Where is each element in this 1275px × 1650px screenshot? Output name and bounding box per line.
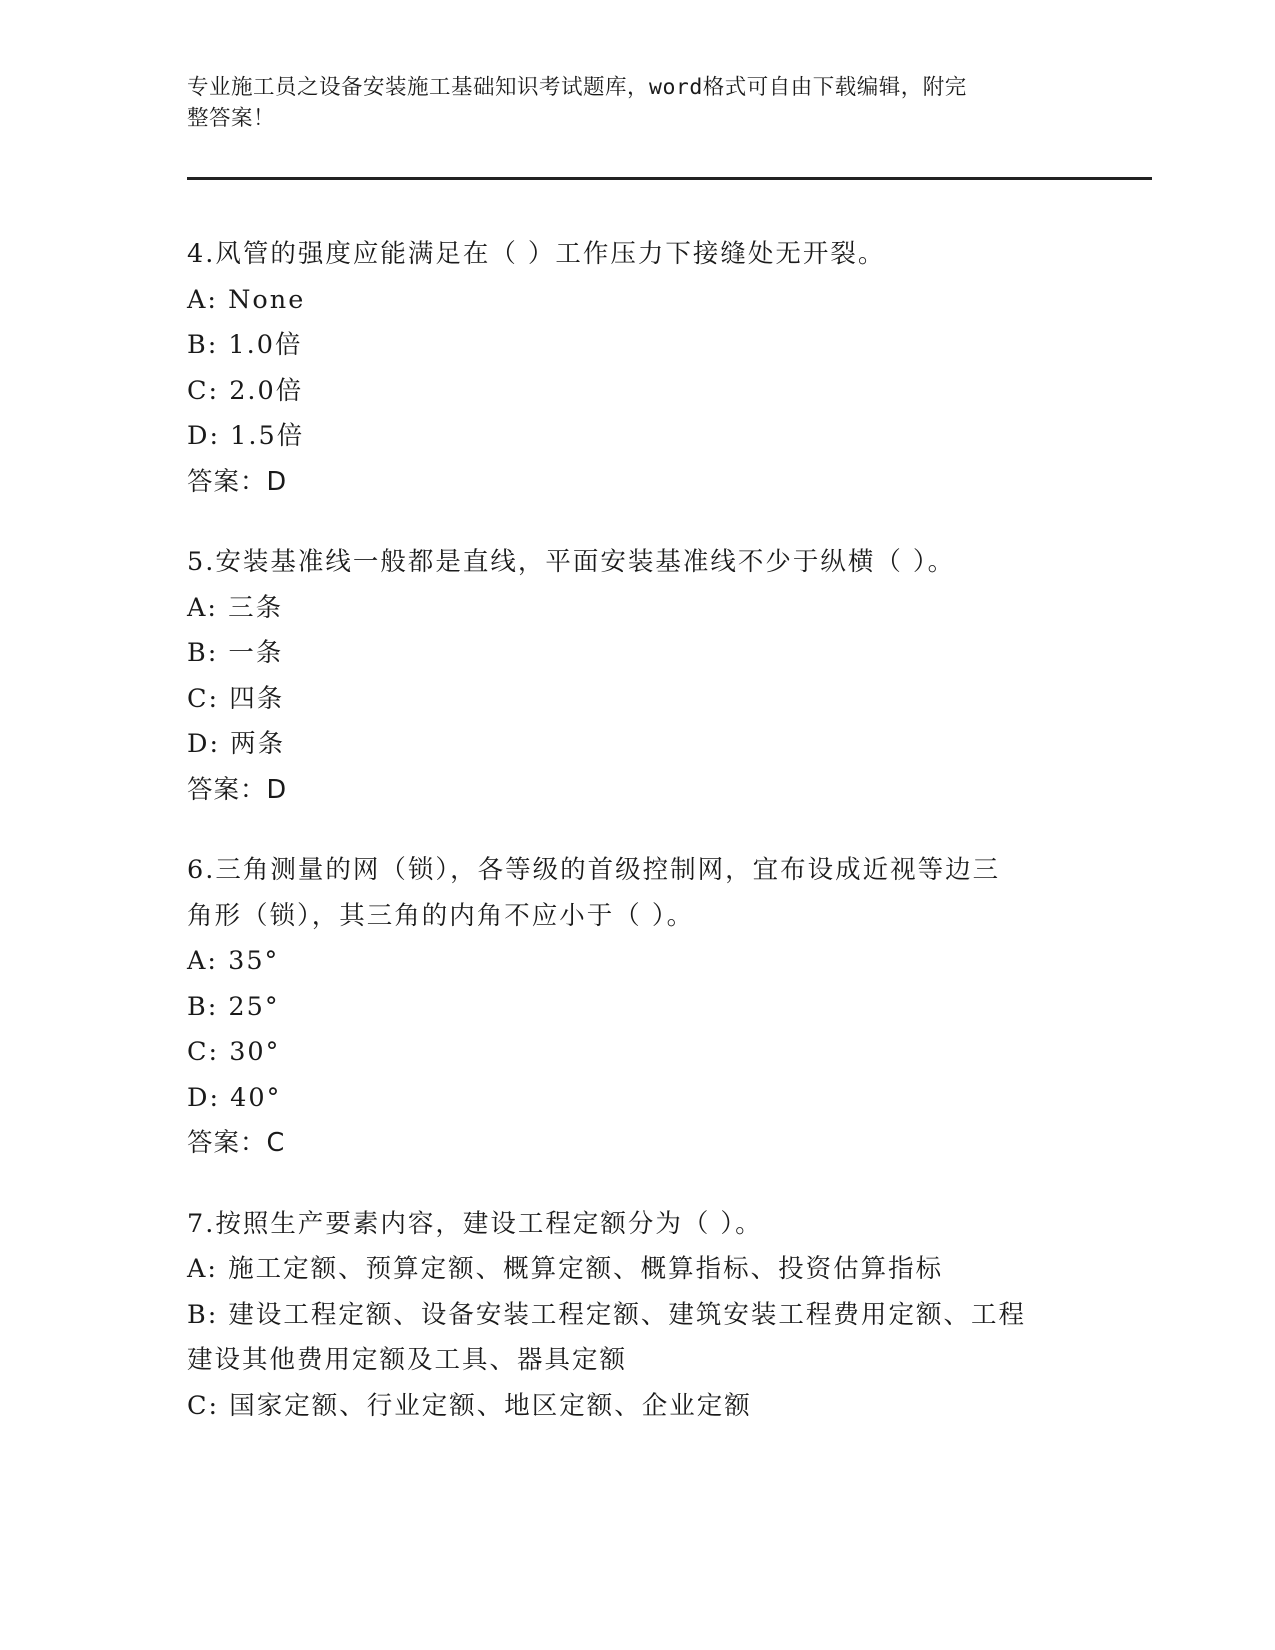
- answer-option: A: None: [187, 284, 306, 315]
- answer-option: D: 两条: [187, 729, 286, 759]
- answer-key: 答案：D: [187, 466, 288, 497]
- answer-key: 答案：D: [187, 774, 288, 805]
- answer-option: 建设其他费用定额及工具、器具定额: [187, 1345, 628, 1375]
- answer-option: B: 1.0倍: [187, 330, 303, 360]
- document-header: [187, 72, 1067, 134]
- question-block: [187, 848, 1087, 1167]
- answer-option: A: 三条: [187, 592, 284, 623]
- question-block: [187, 232, 1087, 505]
- header-line-1: 专业施工员之设备安装施工基础知识考试题库，word格式可自由下载编辑，附完: [187, 75, 967, 100]
- answer-option: C: 国家定额、行业定额、地区定额、企业定额: [187, 1390, 752, 1421]
- answer-option: C: 四条: [187, 683, 285, 714]
- answer-option: B: 25°: [187, 991, 280, 1022]
- answer-option: A: 35°: [187, 946, 280, 976]
- question-stem: 6.三角测量的网（锁），各等级的首级控制网，宜布设成近视等边三: [187, 855, 1001, 885]
- question-stem: 5.安装基准线一般都是直线，平面安装基准线不少于纵横（ ）。: [187, 547, 956, 577]
- question-stem: 7.按照生产要素内容，建设工程定额分为（ ）。: [187, 1208, 763, 1239]
- question-stem: 角形（锁），其三角的内角不应小于（ ）。: [187, 900, 695, 931]
- header-line-2: 整答案！: [187, 106, 276, 131]
- question-block: [187, 1202, 1087, 1430]
- answer-option: D: 40°: [187, 1082, 282, 1113]
- answer-option: A: 施工定额、预算定额、概算定额、概算指标、投资估算指标: [187, 1254, 944, 1284]
- question-block: [187, 540, 1087, 813]
- answer-option: B: 一条: [187, 638, 284, 668]
- answer-option: C: 2.0倍: [187, 375, 304, 406]
- header-divider: [187, 177, 1152, 180]
- answer-option: C: 30°: [187, 1037, 281, 1067]
- question-list: [187, 232, 1087, 1464]
- answer-key: 答案：C: [187, 1128, 286, 1158]
- answer-option: D: 1.5倍: [187, 421, 305, 451]
- answer-option: B: 建设工程定额、设备安装工程定额、建筑安装工程费用定额、工程: [187, 1299, 1026, 1330]
- question-stem: 4.风管的强度应能满足在（ ）工作压力下接缝处无开裂。: [187, 239, 886, 269]
